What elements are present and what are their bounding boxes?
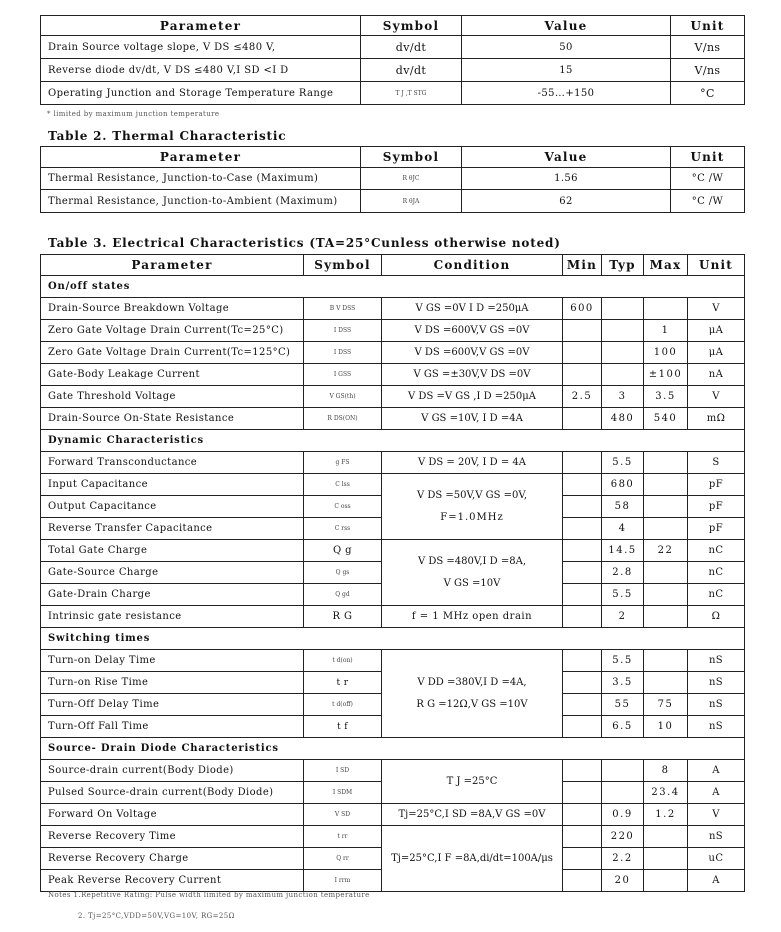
unit-cell: Ω [688, 606, 745, 628]
table-3-title: Table 3. Electrical Characteristics (TA=25°Cunless otherwise noted) [48, 236, 561, 250]
symbol-cell: t rr [304, 826, 382, 848]
header-parameter: Parameter [41, 147, 361, 168]
param-cell: Output Capacitance [41, 496, 304, 518]
unit-cell: pF [688, 496, 745, 518]
typ-cell [602, 782, 644, 804]
header-value: Value [462, 16, 671, 36]
table-row [41, 540, 745, 562]
table-row [41, 826, 745, 848]
max-cell [644, 848, 688, 870]
value-cell: 15 [462, 59, 671, 82]
section-dynamic: Dynamic Characteristics [41, 430, 745, 452]
typ-cell: 5.5 [602, 584, 644, 606]
condition-cell: V DS =600V,V GS =0V [382, 320, 563, 342]
header-condition: Condition [382, 255, 563, 276]
table-row [41, 36, 745, 59]
typ-cell [602, 364, 644, 386]
typ-cell: 680 [602, 474, 644, 496]
symbol-cell: V SD [304, 804, 382, 826]
param-cell: Source-drain current(Body Diode) [41, 760, 304, 782]
param-cell: Reverse Recovery Charge [41, 848, 304, 870]
symbol-cell: B V DSS [304, 298, 382, 320]
max-cell [644, 650, 688, 672]
max-cell: 23.4 [644, 782, 688, 804]
symbol-cell: I DSS [304, 320, 382, 342]
typ-cell [602, 342, 644, 364]
table-row [41, 82, 745, 105]
symbol-cell: I DSS [304, 342, 382, 364]
min-cell [563, 694, 602, 716]
note-1: Notes 1.Repetitive Rating: Pulse width limited by maximum junction temperature [48, 891, 370, 899]
param-cell: Pulsed Source-drain current(Body Diode) [41, 782, 304, 804]
condition-line: V DD =380V,I D =4A, [417, 676, 527, 688]
param-cell: Peak Reverse Recovery Current [41, 870, 304, 892]
max-cell [644, 672, 688, 694]
max-cell [644, 826, 688, 848]
header-typ: Typ [602, 255, 644, 276]
param-cell: Total Gate Charge [41, 540, 304, 562]
unit-cell: V [688, 804, 745, 826]
max-cell [644, 298, 688, 320]
unit-cell: nA [688, 364, 745, 386]
param-cell: Zero Gate Voltage Drain Current(Tc=25°C) [41, 320, 304, 342]
unit-cell: V/ns [671, 59, 745, 82]
max-cell: 8 [644, 760, 688, 782]
table-row [41, 298, 745, 320]
unit-cell: A [688, 760, 745, 782]
header-symbol: Symbol [304, 255, 382, 276]
condition-cell: V GS =0V I D =250μA [382, 298, 563, 320]
symbol-cell: C oss [304, 496, 382, 518]
table-row [41, 59, 745, 82]
param-cell: Thermal Resistance, Junction-to-Ambient (Maximum) [41, 190, 361, 213]
header-symbol: Symbol [361, 16, 462, 36]
param-cell: Reverse Transfer Capacitance [41, 518, 304, 540]
param-cell: Gate Threshold Voltage [41, 386, 304, 408]
unit-cell: μA [688, 342, 745, 364]
min-cell [563, 474, 602, 496]
typ-cell: 4 [602, 518, 644, 540]
symbol-cell: I SDM [304, 782, 382, 804]
unit-cell: nC [688, 540, 745, 562]
param-cell: Reverse diode dv/dt, V DS ≤480 V,I SD <I D [41, 59, 361, 82]
max-cell: 3.5 [644, 386, 688, 408]
symbol-cell: t d(on) [304, 650, 382, 672]
condition-cell: V DS = 20V, I D = 4A [382, 452, 563, 474]
value-cell: 50 [462, 36, 671, 59]
unit-cell: mΩ [688, 408, 745, 430]
typ-cell: 55 [602, 694, 644, 716]
param-cell: Operating Junction and Storage Temperature Range [41, 82, 361, 105]
symbol-cell: I SD [304, 760, 382, 782]
symbol-cell: t d(off) [304, 694, 382, 716]
table-row [41, 342, 745, 364]
table-row [41, 474, 745, 496]
condition-line: V GS =10V [443, 577, 501, 589]
param-cell: Turn-Off Delay Time [41, 694, 304, 716]
typ-cell [602, 298, 644, 320]
min-cell: 600 [563, 298, 602, 320]
unit-cell: °C [671, 82, 745, 105]
unit-cell: S [688, 452, 745, 474]
unit-cell: μA [688, 320, 745, 342]
min-cell [563, 320, 602, 342]
condition-cell: V GS =±30V,V DS =0V [382, 364, 563, 386]
table-1 [40, 15, 745, 105]
min-cell [563, 364, 602, 386]
value-cell: 1.56 [462, 168, 671, 190]
param-cell: Forward On Voltage [41, 804, 304, 826]
unit-cell: °C /W [671, 168, 745, 190]
unit-cell: A [688, 870, 745, 892]
table-3 [40, 254, 745, 892]
unit-cell: pF [688, 518, 745, 540]
max-cell [644, 870, 688, 892]
max-cell [644, 584, 688, 606]
condition-cell: V DS =V GS ,I D =250μA [382, 386, 563, 408]
min-cell [563, 518, 602, 540]
max-cell: 540 [644, 408, 688, 430]
symbol-cell: Q gd [304, 584, 382, 606]
min-cell [563, 804, 602, 826]
value-cell: 62 [462, 190, 671, 213]
condition-cell [382, 474, 563, 540]
min-cell [563, 716, 602, 738]
symbol-cell: t f [304, 716, 382, 738]
max-cell [644, 518, 688, 540]
table-2-title: Table 2. Thermal Characteristic [48, 129, 287, 143]
table-row [41, 650, 745, 672]
max-cell [644, 496, 688, 518]
header-max: Max [644, 255, 688, 276]
param-cell: Turn-Off Fall Time [41, 716, 304, 738]
symbol-cell: Q g [304, 540, 382, 562]
min-cell [563, 408, 602, 430]
note-2: 2. Tj=25°C,VDD=50V,VG=10V, RG=25Ω [78, 912, 235, 920]
symbol-cell: T J ,T STG [361, 82, 462, 105]
table-row [41, 190, 745, 213]
symbol-cell: t r [304, 672, 382, 694]
symbol-cell: g FS [304, 452, 382, 474]
min-cell [563, 848, 602, 870]
min-cell [563, 496, 602, 518]
condition-cell [382, 650, 563, 738]
symbol-cell: dv/dt [361, 59, 462, 82]
symbol-cell: R G [304, 606, 382, 628]
typ-cell: 2.2 [602, 848, 644, 870]
typ-cell: 3.5 [602, 672, 644, 694]
param-cell: Drain-Source Breakdown Voltage [41, 298, 304, 320]
condition-line: R G =12Ω,V GS =10V [416, 698, 528, 710]
condition-cell: T J =25°C [382, 760, 563, 804]
typ-cell: 220 [602, 826, 644, 848]
header-parameter: Parameter [41, 16, 361, 36]
param-cell: Forward Transconductance [41, 452, 304, 474]
typ-cell: 5.5 [602, 650, 644, 672]
min-cell [563, 826, 602, 848]
max-cell [644, 474, 688, 496]
min-cell [563, 584, 602, 606]
unit-cell: nS [688, 826, 745, 848]
symbol-cell: Q gs [304, 562, 382, 584]
unit-cell: V [688, 298, 745, 320]
param-cell: Intrinsic gate resistance [41, 606, 304, 628]
table-row [41, 386, 745, 408]
footnote: * limited by maximum junction temperature [47, 110, 220, 118]
unit-cell: pF [688, 474, 745, 496]
min-cell: 2.5 [563, 386, 602, 408]
symbol-cell: C rss [304, 518, 382, 540]
param-cell: Drain-Source On-State Resistance [41, 408, 304, 430]
max-cell: 100 [644, 342, 688, 364]
unit-cell: uC [688, 848, 745, 870]
unit-cell: nS [688, 650, 745, 672]
table-row [41, 452, 745, 474]
condition-line: V DS =480V,I D =8A, [417, 555, 527, 567]
condition-cell: Tj=25°C,I F =8A,di/dt=100A/μs [382, 826, 563, 892]
section-onoff: On/off states [41, 276, 745, 298]
unit-cell: nS [688, 672, 745, 694]
typ-cell: 5.5 [602, 452, 644, 474]
condition-cell: f = 1 MHz open drain [382, 606, 563, 628]
condition-cell: Tj=25°C,I SD =8A,V GS =0V [382, 804, 563, 826]
table-row [41, 320, 745, 342]
unit-cell: A [688, 782, 745, 804]
header-unit: Unit [671, 147, 745, 168]
typ-cell: 14.5 [602, 540, 644, 562]
section-diode: Source- Drain Diode Characteristics [41, 738, 745, 760]
condition-cell: V GS =10V, I D =4A [382, 408, 563, 430]
table-row [41, 804, 745, 826]
max-cell [644, 452, 688, 474]
max-cell: 1.2 [644, 804, 688, 826]
param-cell: Zero Gate Voltage Drain Current(Tc=125°C) [41, 342, 304, 364]
param-cell: Turn-on Delay Time [41, 650, 304, 672]
typ-cell: 2.8 [602, 562, 644, 584]
param-cell: Gate-Drain Charge [41, 584, 304, 606]
typ-cell: 58 [602, 496, 644, 518]
table-row [41, 760, 745, 782]
header-symbol: Symbol [361, 147, 462, 168]
table-row [41, 408, 745, 430]
section-switching: Switching times [41, 628, 745, 650]
typ-cell [602, 760, 644, 782]
typ-cell: 0.9 [602, 804, 644, 826]
condition-cell: V DS =600V,V GS =0V [382, 342, 563, 364]
min-cell [563, 760, 602, 782]
header-unit: Unit [671, 16, 745, 36]
param-cell: Drain Source voltage slope, V DS ≤480 V, [41, 36, 361, 59]
table-2 [40, 146, 745, 213]
max-cell: 10 [644, 716, 688, 738]
max-cell [644, 606, 688, 628]
min-cell [563, 782, 602, 804]
table-row [41, 364, 745, 386]
unit-cell: nC [688, 562, 745, 584]
symbol-cell: V GS(th) [304, 386, 382, 408]
min-cell [563, 672, 602, 694]
typ-cell: 6.5 [602, 716, 644, 738]
min-cell [563, 342, 602, 364]
param-cell: Input Capacitance [41, 474, 304, 496]
min-cell [563, 562, 602, 584]
typ-cell: 3 [602, 386, 644, 408]
header-unit: Unit [688, 255, 745, 276]
max-cell: 22 [644, 540, 688, 562]
condition-cell [382, 540, 563, 606]
condition-line: V DS =50V,V GS =0V, [416, 489, 527, 501]
param-cell: Reverse Recovery Time [41, 826, 304, 848]
min-cell [563, 540, 602, 562]
header-min: Min [563, 255, 602, 276]
param-cell: Turn-on Rise Time [41, 672, 304, 694]
symbol-cell: dv/dt [361, 36, 462, 59]
unit-cell: nS [688, 716, 745, 738]
max-cell: 75 [644, 694, 688, 716]
min-cell [563, 606, 602, 628]
symbol-cell: R θJC [361, 168, 462, 190]
symbol-cell: I GSS [304, 364, 382, 386]
max-cell: 1 [644, 320, 688, 342]
min-cell [563, 452, 602, 474]
min-cell [563, 650, 602, 672]
symbol-cell: C lss [304, 474, 382, 496]
table-row [41, 606, 745, 628]
typ-cell: 2 [602, 606, 644, 628]
symbol-cell: R DS(ON) [304, 408, 382, 430]
param-cell: Gate-Source Charge [41, 562, 304, 584]
max-cell [644, 562, 688, 584]
max-cell: ±100 [644, 364, 688, 386]
param-cell: Thermal Resistance, Junction-to-Case (Maximum) [41, 168, 361, 190]
min-cell [563, 870, 602, 892]
unit-cell: V [688, 386, 745, 408]
unit-cell: nC [688, 584, 745, 606]
typ-cell: 20 [602, 870, 644, 892]
symbol-cell: I rrm [304, 870, 382, 892]
param-cell: Gate-Body Leakage Current [41, 364, 304, 386]
condition-line: F=1.0MHz [440, 511, 504, 523]
unit-cell: V/ns [671, 36, 745, 59]
typ-cell: 480 [602, 408, 644, 430]
header-parameter: Parameter [41, 255, 304, 276]
typ-cell [602, 320, 644, 342]
unit-cell: nS [688, 694, 745, 716]
table-row [41, 168, 745, 190]
header-value: Value [462, 147, 671, 168]
symbol-cell: R θJA [361, 190, 462, 213]
unit-cell: °C /W [671, 190, 745, 213]
value-cell: -55…+150 [462, 82, 671, 105]
symbol-cell: Q rr [304, 848, 382, 870]
